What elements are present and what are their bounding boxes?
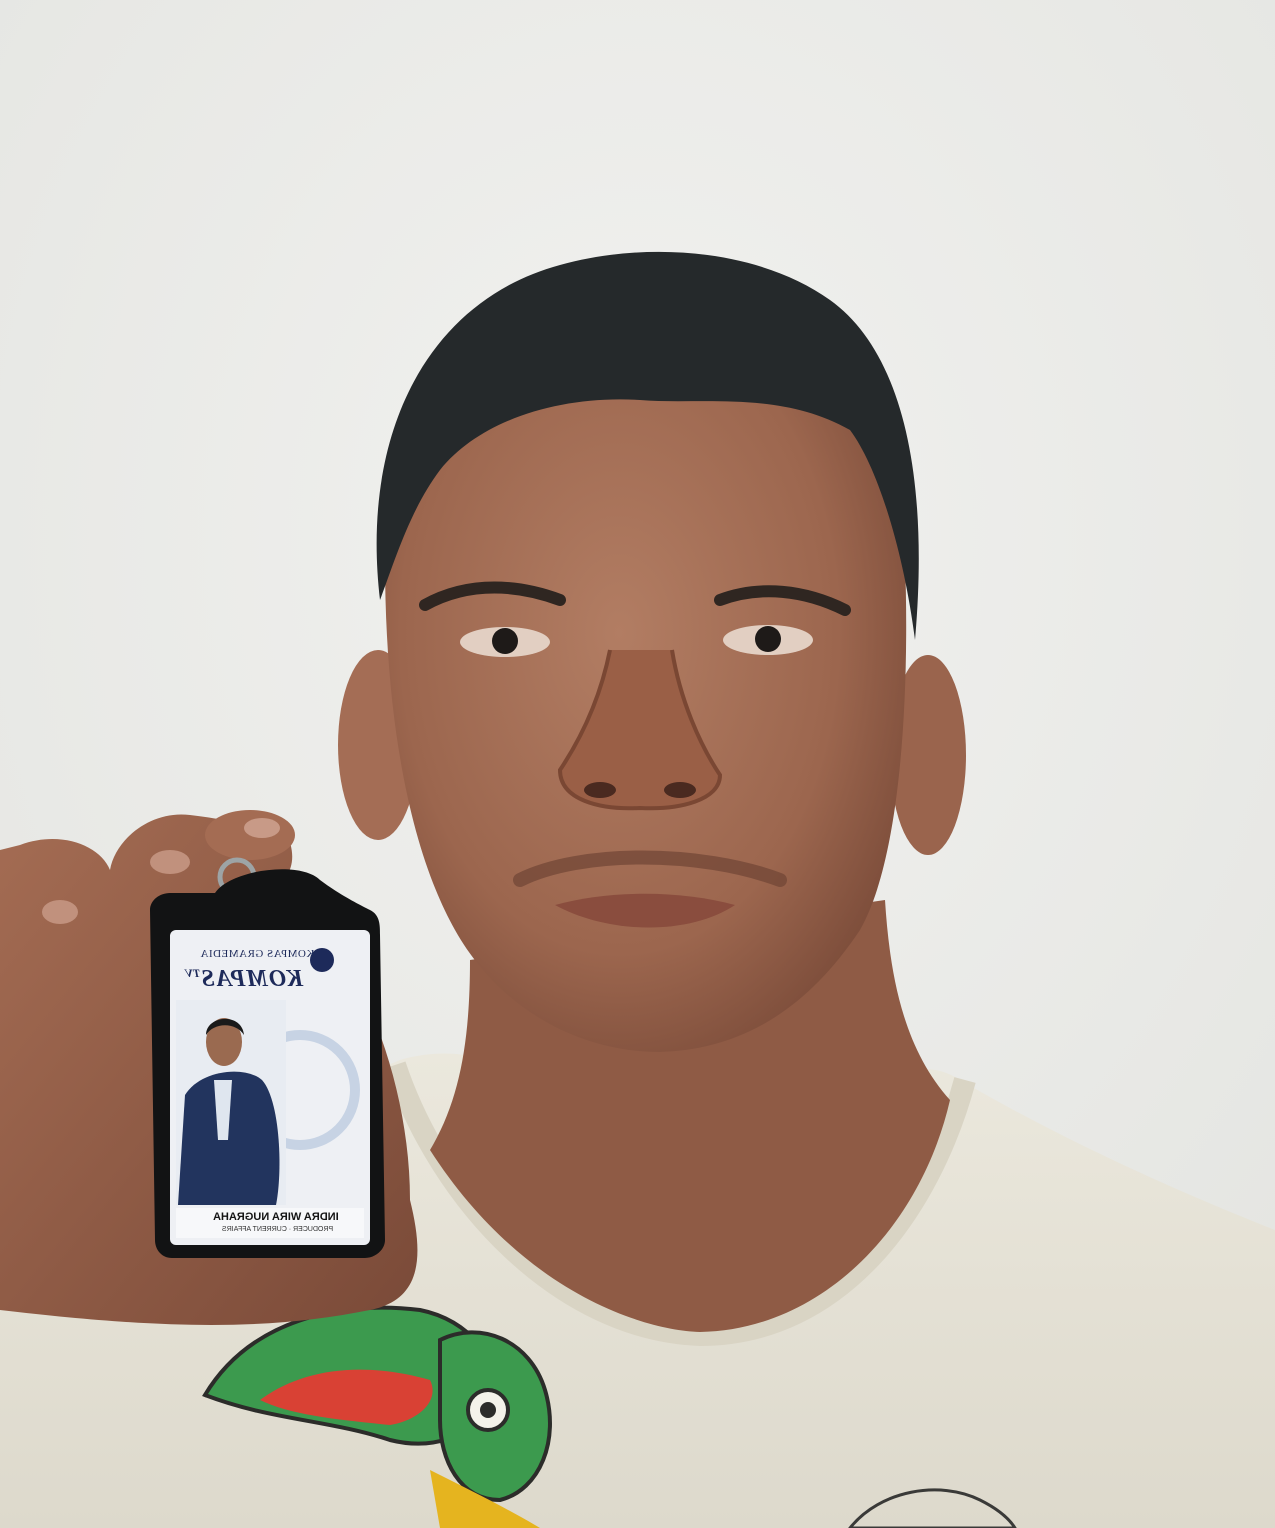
card-logo <box>185 966 303 993</box>
right-iris <box>755 626 781 652</box>
fingernail-middle <box>42 900 78 924</box>
card-brand-line: KOMPAS GRAMEDIA <box>200 948 315 960</box>
card-holder-name: INDRA WIRA NUGRAHA <box>213 1211 339 1223</box>
card-logo-text: KOMPAS <box>200 966 304 992</box>
card-holder-role: PRODUCER · CURRENT AFFAIRS <box>222 1226 334 1233</box>
nostril-right <box>664 782 696 798</box>
left-iris <box>492 628 518 654</box>
thumbnail <box>244 818 280 838</box>
nostril-left <box>584 782 616 798</box>
card-logo-suffix: TV <box>185 966 201 980</box>
fingernail-index <box>150 850 190 874</box>
